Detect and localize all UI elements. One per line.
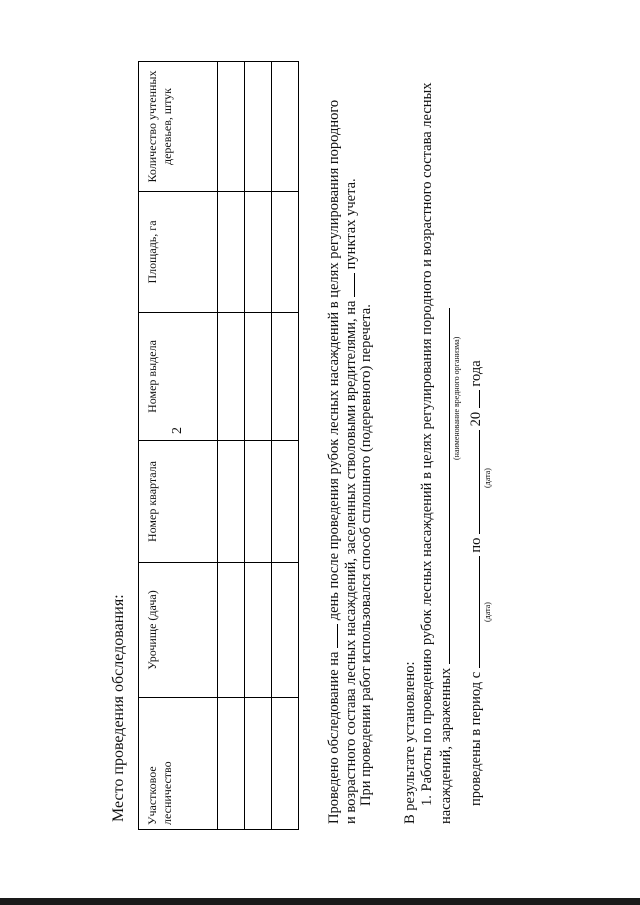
table-cell[interactable]: [272, 698, 299, 830]
table-cell[interactable]: [218, 192, 245, 313]
survey-text: и возрастного состава лесных насаждений, заселенных стволовыми вредителями, на: [343, 300, 359, 824]
days-after-blank[interactable]: [324, 624, 338, 648]
page-number: 2: [170, 427, 185, 434]
result-heading: В результате установлено:: [402, 661, 418, 824]
col-header-allotment-number: Номер выдела: [139, 313, 218, 441]
table-cell[interactable]: [245, 62, 272, 192]
rotated-document-page: [40, 40, 600, 880]
pest-name-blank[interactable]: [436, 308, 450, 664]
survey-text: пунктах учета.: [343, 178, 359, 270]
col-header-forestry: Участковое лесничество: [139, 698, 218, 830]
points-count-blank[interactable]: [341, 273, 355, 297]
table-cell[interactable]: [245, 698, 272, 830]
table-cell[interactable]: [245, 563, 272, 698]
result-item-1-line-1: 1. Работы по проведению рубок лесных насаждений в целях регулирования породного и возрастного состава лесных: [419, 82, 435, 806]
table-cell[interactable]: [218, 62, 245, 192]
col-header-tree-count: Количество учтенных деревьев, штук: [139, 62, 218, 192]
table-cell[interactable]: [218, 563, 245, 698]
col-header-quarter-number: Номер квартала: [139, 441, 218, 563]
scan-bottom-edge: [0, 898, 640, 905]
table-cell[interactable]: [272, 313, 299, 441]
table-cell[interactable]: [218, 313, 245, 441]
table-cell[interactable]: [245, 192, 272, 313]
table-row: [218, 62, 245, 830]
pest-name-caption: (наименование вредного организма): [452, 336, 461, 460]
table-header-row: [139, 62, 218, 830]
table-cell[interactable]: [272, 62, 299, 192]
year-prefix: 20: [468, 411, 484, 427]
survey-text: день после проведения рубок лесных насаждений в целях регулирования породного: [326, 99, 342, 621]
result-text: насаждений, зараженных: [438, 667, 454, 824]
table-cell[interactable]: [245, 441, 272, 563]
table-cell[interactable]: [272, 441, 299, 563]
survey-line-3: При проведении работ использовался способ сплошного (подеревного) перечета.: [358, 304, 374, 806]
start-date-caption: (дата): [483, 602, 492, 622]
end-date-blank[interactable]: [466, 430, 480, 534]
survey-location-table: [138, 61, 299, 830]
col-header-tract: Урочище (дача): [139, 563, 218, 698]
table-cell[interactable]: [272, 192, 299, 313]
table-cell[interactable]: [272, 563, 299, 698]
survey-location-label: Место проведения обследования:: [110, 594, 127, 822]
year-blank[interactable]: [466, 390, 480, 408]
col-header-area: Площадь, га: [139, 192, 218, 313]
table-row: [245, 62, 272, 830]
end-date-caption: (дата): [483, 468, 492, 488]
result-period-line: [466, 360, 485, 806]
table-cell[interactable]: [245, 313, 272, 441]
survey-text: Проведено обследование на: [326, 651, 342, 824]
table-cell[interactable]: [218, 441, 245, 563]
table-row: [272, 62, 299, 830]
start-date-blank[interactable]: [466, 556, 480, 668]
table-cell[interactable]: [218, 698, 245, 830]
result-text: проведены в период с: [468, 671, 484, 806]
result-text: по: [468, 537, 484, 553]
result-text: года: [468, 360, 484, 387]
